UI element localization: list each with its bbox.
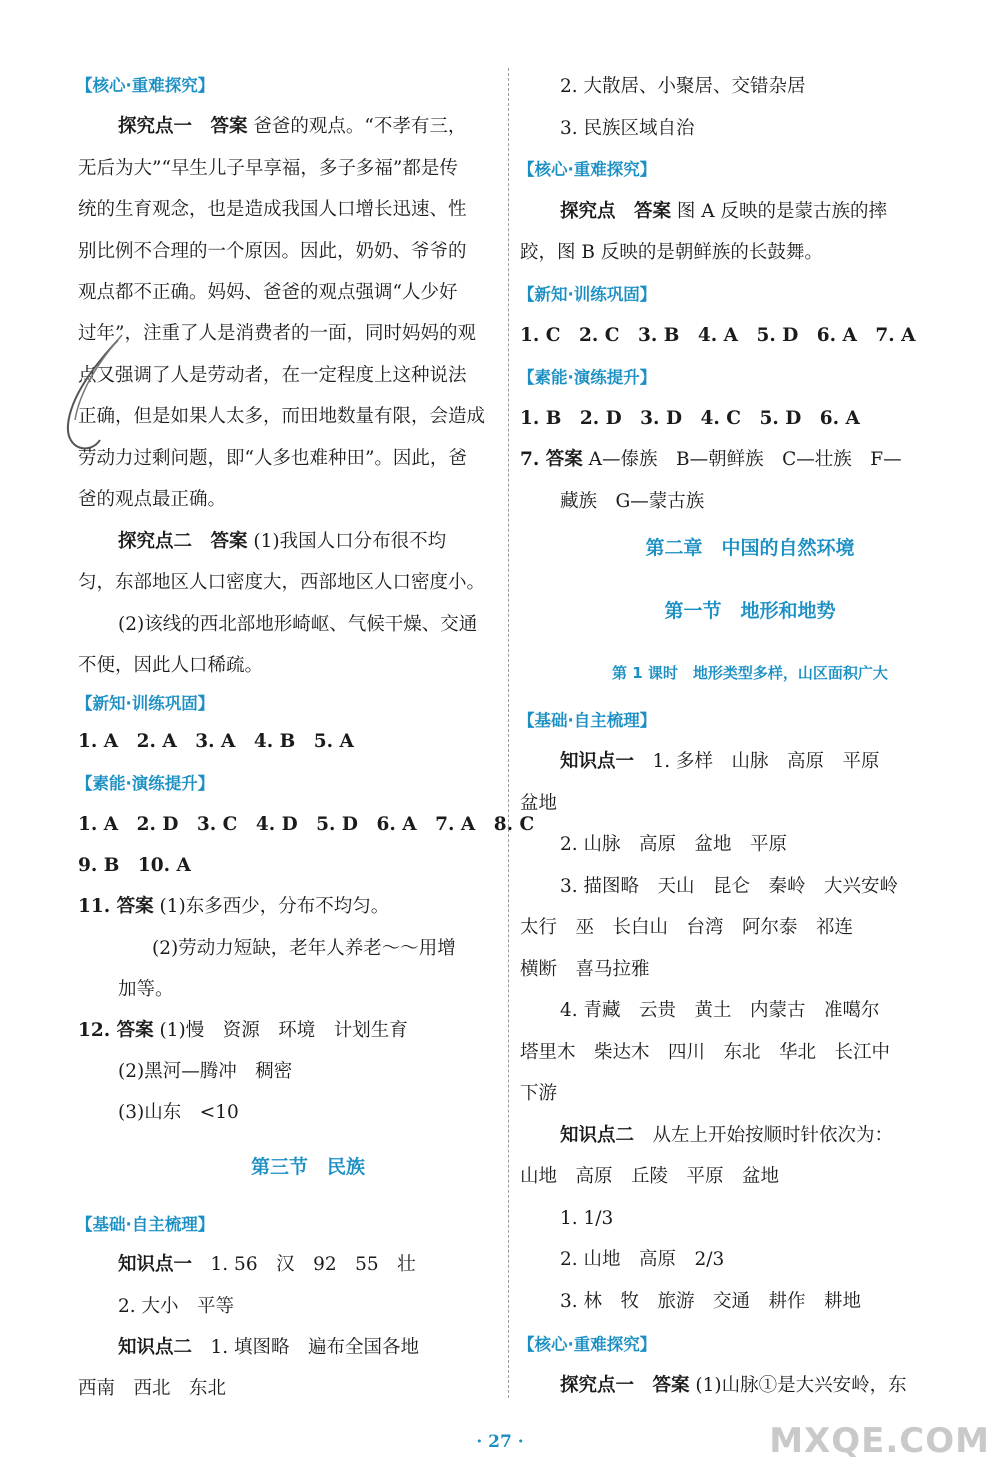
chapter-heading (520, 536, 980, 560)
answer-label: 12. 答案 (78, 1020, 154, 1041)
answer-line (78, 281, 457, 305)
answer-line (560, 1207, 613, 1231)
line-text: 图 A 反映的是蒙古族的摔 (671, 201, 888, 222)
line-text: 4. 青藏 云贵 黄土 内蒙古 准噶尔 (560, 1000, 880, 1021)
line-text: 正确，但是如果人太多，而田地数量有限，会造成 (78, 406, 486, 427)
answer-line (560, 1124, 893, 1148)
answer-line (78, 240, 467, 264)
answer-line (560, 1248, 724, 1272)
answer-line (560, 833, 787, 857)
line-text: 1. 56 汉 92 55 壮 (192, 1254, 416, 1275)
answer-label: 探究点二 答案 (118, 531, 248, 552)
line-text: (2)该线的西北部地形崎岖、气候干燥、交通 (118, 614, 478, 635)
answer-line (78, 1377, 226, 1401)
answer-label: 知识点一 (560, 751, 635, 772)
page-number: · 27 · (476, 1432, 524, 1452)
line-text: 【新知·训练巩固】 (518, 285, 657, 304)
line-text: 2. 大小 平等 (118, 1296, 235, 1317)
line-text: (1)慢 资源 环境 计划生育 (153, 1020, 408, 1041)
answer-line (560, 117, 695, 141)
line-text: 下游 (520, 1083, 558, 1104)
pen-doodle (60, 330, 140, 480)
line-text: 9. B 10. A (78, 855, 191, 876)
section-heading (518, 283, 656, 307)
line-text: 山地 高原 丘陵 平原 盆地 (520, 1166, 780, 1187)
line-text: (2)黑河—腾冲 稠密 (118, 1061, 293, 1082)
answer-line (78, 157, 458, 181)
line-text: 从左上开始按顺时针依次为： (634, 1125, 894, 1146)
answer-line (118, 115, 466, 139)
line-text: (3)山东 <10 (118, 1102, 239, 1123)
line-text: 【核心·重难探究】 (518, 160, 657, 179)
answer-line (118, 1336, 419, 1360)
line-text: 【核心·重难探究】 (76, 76, 215, 95)
answer-label: 7. 答案 (520, 449, 583, 470)
answer-line (78, 813, 534, 837)
line-text: 2. 大散居、小聚居、交错杂居 (560, 76, 806, 97)
section-heading (518, 1333, 656, 1357)
line-text: (2)劳动力短缺，老年人养老～～用增 (152, 938, 456, 959)
answer-line (560, 490, 704, 514)
answer-line (520, 1082, 557, 1106)
line-text: 3. 民族区域自治 (560, 118, 695, 139)
line-text: (1)东多西少，分布不均匀。 (153, 896, 390, 917)
answer-line (78, 571, 485, 595)
line-text: 1. 多样 山脉 高原 平原 (634, 751, 880, 772)
answer-line (560, 1290, 861, 1314)
line-text: A—傣族 B—朝鲜族 C—壮族 F— (582, 449, 902, 470)
answer-line (520, 241, 823, 265)
line-text: 跤，图 B 反映的是朝鲜族的长鼓舞。 (520, 242, 823, 263)
answer-line (560, 750, 880, 774)
section-heading (76, 74, 214, 98)
line-text: 盆地 (520, 793, 558, 814)
answer-line (78, 730, 354, 754)
line-text: 第 1 课时 地形类型多样，山区面积广大 (612, 664, 888, 682)
answer-label: 探究点 答案 (560, 201, 672, 222)
chapter-heading (520, 599, 980, 623)
line-text: 不便，因此人口稀疏。 (78, 655, 264, 676)
line-text: 2. 山地 高原 2/3 (560, 1249, 725, 1270)
answer-line (560, 999, 880, 1023)
line-text: 1. 填图略 遍布全国各地 (192, 1337, 420, 1358)
line-text: 爸的观点最正确。 (78, 489, 227, 510)
line-text: 2. 山脉 高原 盆地 平原 (560, 834, 788, 855)
line-text: 过年”，注重了人是消费者的一面，同时妈妈的观 (78, 323, 476, 344)
answer-line (520, 1165, 779, 1189)
line-text: (1)我国人口分布很不均 (247, 531, 447, 552)
answer-line (78, 1019, 408, 1043)
line-text: 太行 巫 长白山 台湾 阿尔泰 祁连 (520, 917, 854, 938)
answer-label: 11. 答案 (78, 896, 154, 917)
line-text: 【素能·演练提升】 (518, 368, 657, 387)
line-text: 【素能·演练提升】 (76, 774, 215, 793)
answer-line (78, 198, 467, 222)
section-heading (518, 158, 656, 182)
answer-line (520, 958, 650, 982)
line-text: 【新知·训练巩固】 (76, 694, 215, 713)
line-text: 塔里木 柴达木 四川 东北 华北 长江中 (520, 1042, 891, 1063)
line-text: 【基础·自主梳理】 (518, 711, 657, 730)
line-text: 横断 喜马拉雅 (520, 959, 650, 980)
line-text: 3. 林 牧 旅游 交通 耕作 耕地 (560, 1291, 862, 1312)
answer-label: 知识点二 (118, 1337, 193, 1358)
line-text: 别比例不合理的一个原因。因此，奶奶、爷爷的 (78, 241, 467, 262)
answer-line (520, 1041, 890, 1065)
answer-line (78, 854, 191, 878)
answer-line (78, 895, 389, 919)
answer-line (560, 75, 806, 99)
answer-line (118, 530, 446, 554)
line-text: 【核心·重难探究】 (518, 1335, 657, 1354)
section-heading (518, 366, 656, 390)
line-text: 1. 1/3 (560, 1208, 614, 1229)
answer-line (520, 448, 902, 472)
line-text: 观点都不正确。妈妈、爸爸的观点强调“人少好 (78, 282, 458, 303)
answer-line (118, 613, 477, 637)
line-text: 1. B 2. D 3. D 4. C 5. D 6. A (520, 408, 860, 429)
answer-line (152, 937, 456, 961)
line-text: (1)山脉①是大兴安岭，东 (689, 1375, 907, 1396)
answer-line (118, 1295, 234, 1319)
answer-label: 知识点一 (118, 1254, 193, 1275)
line-text: 第一节 地形和地势 (664, 600, 836, 622)
line-text: 1. C 2. C 3. B 4. A 5. D 6. A 7. A (520, 325, 916, 346)
chapter-heading (78, 1155, 538, 1179)
line-text: 点又强调了人是劳动者，在一定程度上这种说法 (78, 365, 467, 386)
section-heading (76, 692, 214, 716)
section-heading (76, 1213, 214, 1237)
line-text: 劳动力过剩问题，即“人多也难种田”。因此，爸 (78, 448, 467, 469)
line-text: 加等。 (118, 979, 174, 1000)
line-text: 西南 西北 东北 (78, 1378, 227, 1399)
answer-line (520, 916, 853, 940)
answer-line (520, 792, 557, 816)
answer-line (560, 1374, 907, 1398)
answer-label: 探究点一 答案 (560, 1375, 690, 1396)
line-text: 无后为大”“早生儿子早享福，多子多福”都是传 (78, 158, 458, 179)
line-text: 1. A 2. D 3. C 4. D 5. D 6. A 7. A 8. C (78, 814, 535, 835)
line-text: 爸爸的观点。“不孝有三， (247, 116, 467, 137)
line-text: 【基础·自主梳理】 (76, 1215, 215, 1234)
answer-line (560, 875, 898, 899)
answer-line (560, 200, 887, 224)
line-text: 统的生育观念，也是造成我国人口增长迅速、性 (78, 199, 467, 220)
line-text: 第二章 中国的自然环境 (645, 537, 855, 559)
column-divider (508, 68, 509, 1398)
answer-line (78, 654, 263, 678)
section-heading (518, 709, 656, 733)
answer-line (118, 1253, 416, 1277)
watermark: MXQE.COM (769, 1421, 990, 1461)
section-heading (76, 772, 214, 796)
answer-label: 探究点一 答案 (118, 116, 248, 137)
line-text: 1. A 2. A 3. A 4. B 5. A (78, 731, 354, 752)
line-text: 匀，东部地区人口密度大，西部地区人口密度小。 (78, 572, 486, 593)
answer-line (118, 978, 174, 1002)
answer-line (78, 488, 226, 512)
answer-line (520, 407, 860, 431)
line-text: 第三节 民族 (250, 1156, 365, 1178)
answer-line (118, 1060, 292, 1084)
line-text: 3. 描图略 天山 昆仑 秦岭 大兴安岭 (560, 876, 899, 897)
lesson-heading (520, 661, 980, 685)
line-text: 藏族 G—蒙古族 (560, 491, 705, 512)
answer-line (118, 1101, 239, 1125)
answer-label: 知识点二 (560, 1125, 635, 1146)
answer-line (520, 324, 915, 348)
